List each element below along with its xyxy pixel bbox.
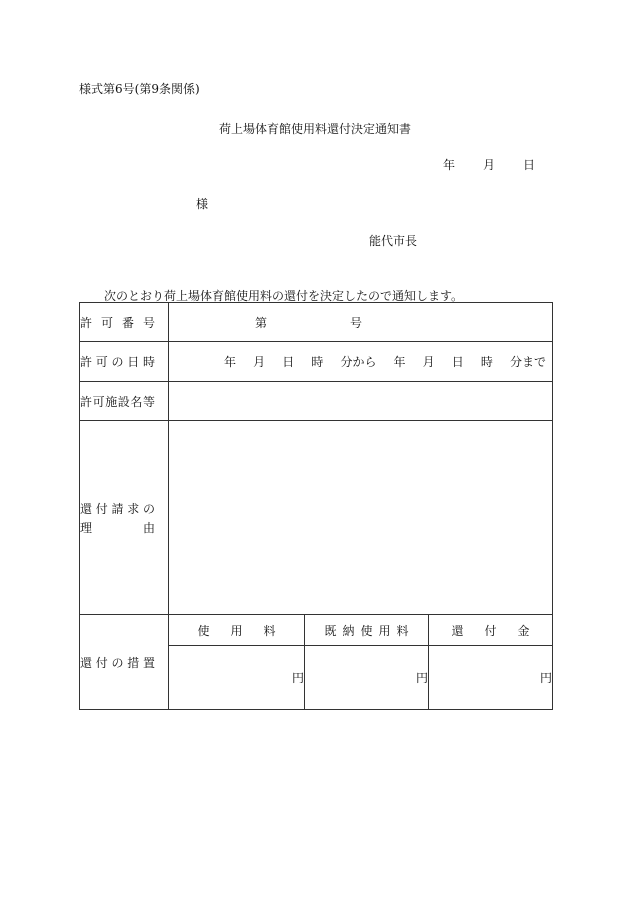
paid-fee-value (305, 646, 429, 710)
permit-number-label (80, 303, 169, 342)
issuer-name: 能代市長 (369, 234, 418, 248)
refund-value (429, 646, 553, 710)
spread-text: 許 可 施 設 名 等 (80, 394, 155, 409)
permit-datetime-label (80, 342, 169, 382)
spread-text: 還 付 請 求 の (80, 501, 155, 516)
yen-unit: 円 (291, 671, 304, 685)
measures-label (80, 615, 169, 710)
spread-text: 還 付 金 (451, 623, 530, 638)
spread-text: 許 可 の 日 時 (80, 355, 155, 369)
yen-unit: 円 (539, 671, 552, 685)
form-number: 様式第6号(第9条関係) (79, 82, 200, 96)
datetime-unit: 分まで (509, 355, 546, 369)
row-reason (80, 421, 553, 615)
intro-text: 次のとおり荷上場体育館使用料の還付を決定したので通知します。 (104, 289, 464, 303)
datetime-unit: 時 (480, 355, 493, 369)
date-day: 日 (523, 158, 536, 172)
permit-datetime-value (169, 342, 553, 382)
row-permit-datetime (80, 342, 553, 382)
row-permit-number (80, 303, 553, 342)
facility-value (169, 382, 553, 421)
usage-fee-value (169, 646, 305, 710)
date-month: 月 (483, 158, 496, 172)
datetime-unit: 時 (311, 355, 324, 369)
permit-number-value (169, 303, 553, 342)
datetime-unit: 年 (224, 355, 237, 369)
permit-number-suffix: 号 (349, 315, 362, 330)
datetime-unit: 分から (340, 355, 377, 369)
refund-header (429, 615, 553, 646)
datetime-unit: 年 (393, 355, 406, 369)
usage-fee-header (169, 615, 305, 646)
date-year: 年 (443, 158, 456, 172)
spread-text: 使 用 料 (197, 623, 276, 638)
recipient-suffix: 様 (196, 197, 209, 211)
reason-value (169, 421, 553, 615)
document-title: 荷上場体育館使用料還付決定通知書 (218, 122, 411, 136)
spread-text: 理 由 (80, 520, 155, 535)
spread-text: 許 可 番 号 (80, 315, 155, 330)
reason-label (80, 421, 169, 615)
datetime-unit: 日 (282, 355, 295, 369)
spread-text: 還 付 の 措 置 (80, 655, 155, 670)
spread-text: 既 納 使 用 料 (324, 623, 409, 638)
yen-unit: 円 (415, 671, 428, 685)
notice-table (79, 302, 553, 710)
datetime-unit: 月 (422, 355, 435, 369)
datetime-unit: 月 (253, 355, 266, 369)
paid-fee-header (305, 615, 429, 646)
issue-date (443, 156, 535, 173)
facility-label (80, 382, 169, 421)
row-measures-header (80, 615, 553, 646)
permit-number-prefix: 第 (255, 315, 268, 330)
row-facility (80, 382, 553, 421)
datetime-unit: 日 (451, 355, 464, 369)
